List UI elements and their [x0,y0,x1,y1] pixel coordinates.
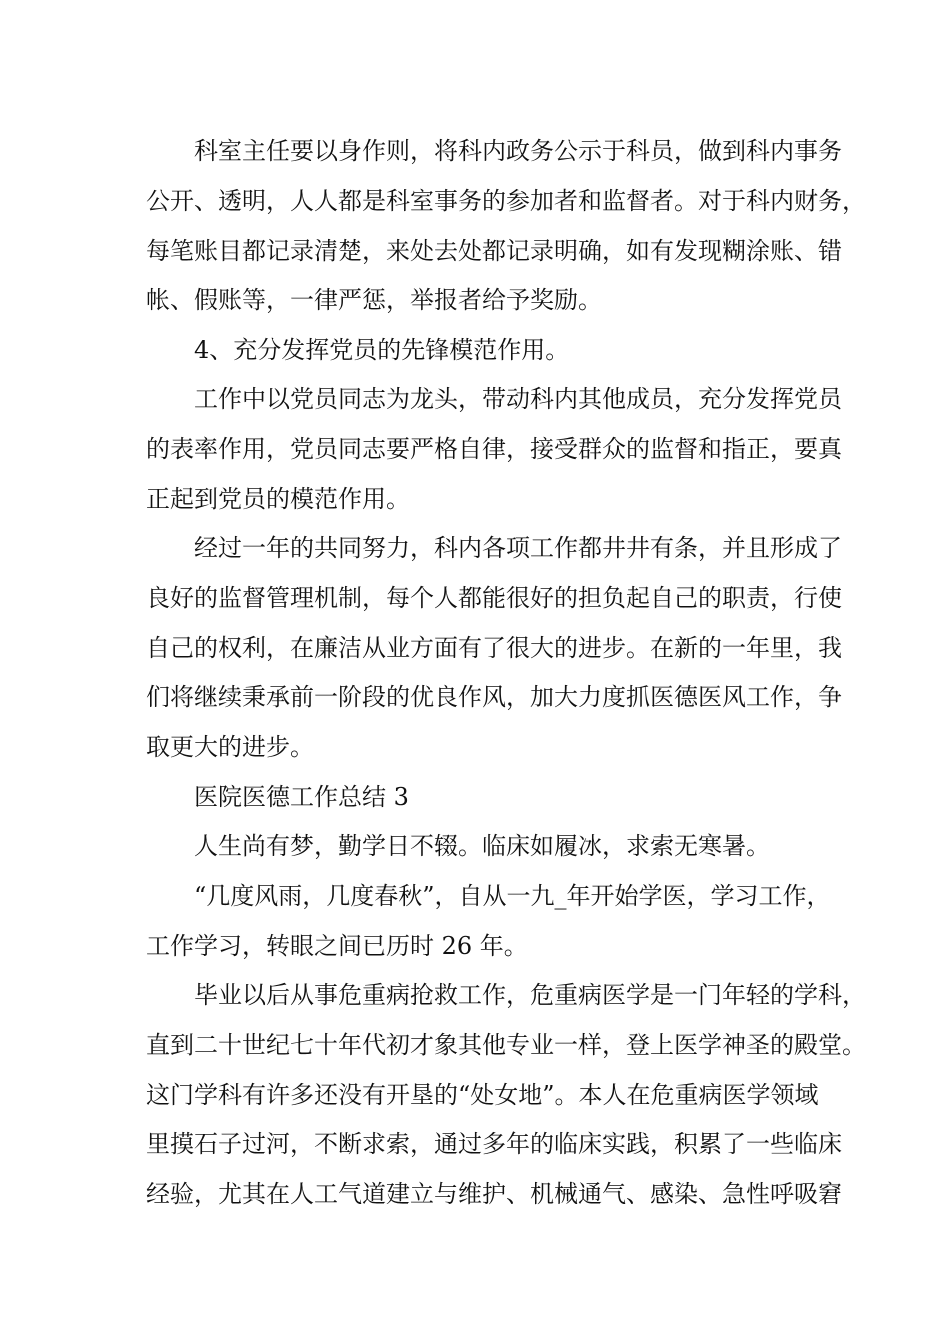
paragraph-year-summary [146,524,842,773]
text-line: 里摸石子过河，不断求索，通过多年的临床实践，积累了一些临床 [146,1130,842,1159]
text-line: 自己的权利，在廉洁从业方面有了很大的进步。在新的一年里，我 [146,633,842,662]
paragraph-heading-party-members [146,326,836,376]
text-line: 直到二十世纪七十年代初才象其他专业一样，登上医学神圣的殿堂。 [146,1030,866,1059]
text-line: “几度风雨，几度春秋”，自从一九_年开始学医，学习工作， [146,882,831,910]
paragraph-study-history [146,872,836,972]
text-line: 经验，尤其在人工气道建立与维护、机械通气、感染、急性呼吸窘 [146,1180,842,1209]
paragraph-motto [146,822,836,872]
text-line: 4、充分发挥党员的先锋模范作用。 [146,336,570,364]
text-line: 人生尚有梦，勤学日不辍。临床如履冰，求索无寒暑。 [146,832,770,860]
text-line: 帐、假账等，一律严惩，举报者给予奖励。 [146,286,602,315]
text-line: 的表率作用，党员同志要严格自律，接受群众的监督和指正，要真 [146,434,842,463]
text-line: 毕业以后从事危重病抢救工作，危重病医学是一门年轻的学科， [146,981,866,1009]
paragraph-critical-care [146,971,866,1220]
text-line: 医院医德工作总结 3 [146,783,409,811]
text-line: 工作中以党员同志为龙头，带动科内其他成员，充分发挥党员 [146,385,842,413]
text-line: 科室主任要以身作则，将科内政务公示于科员，做到科内事务 [146,137,842,165]
paragraph-department-head [146,127,866,326]
text-line: 这门学科有许多还没有开垦的“处女地”。本人在危重病医学领域 [146,1080,819,1109]
paragraph-party-role [146,375,842,524]
text-line: 公开、透明，人人都是科室事务的参加者和监督者。对于科内财务， [146,186,866,215]
text-line: 良好的监督管理机制，每个人都能很好的担负起自己的职责，行使 [146,583,842,612]
text-line: 取更大的进步。 [146,733,314,762]
text-line: 每笔账目都记录清楚，来处去处都记录明确，如有发现糊涂账、错 [146,236,842,265]
section-title [146,773,836,823]
text-line: 工作学习，转眼之间已历时 26 年。 [146,931,528,960]
text-line: 正起到党员的模范作用。 [146,484,410,513]
text-line: 们将继续秉承前一阶段的优良作风，加大力度抓医德医风工作，争 [146,683,842,712]
text-line: 经过一年的共同努力，科内各项工作都井井有条，并且形成了 [146,534,842,562]
